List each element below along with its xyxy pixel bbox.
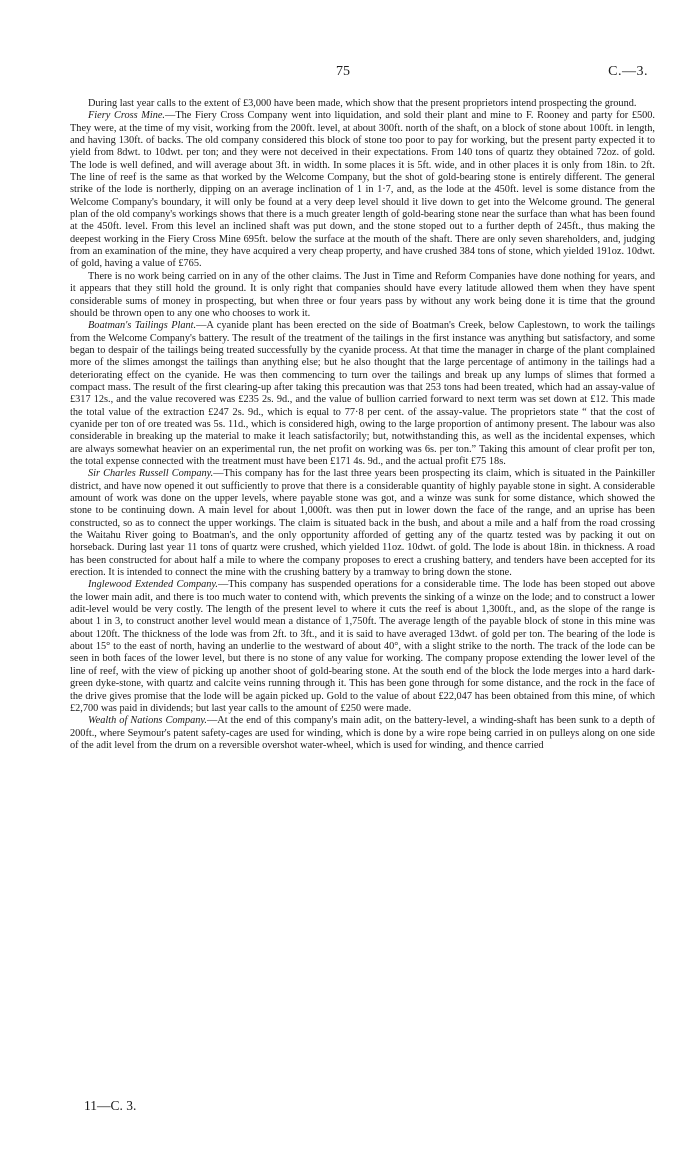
paragraph-boatmans-tailings-plant: Boatman's Tailings Plant.—A cyanide plant has been erected on the side of Boatman's Creek, below Caplestown, to work the tailings from the Welcome Company's battery. The result of the treatment of the tailings in the first instance was anything but satisfactory, and some began to despair of the tailings being treated successfully by the cyanide process. At that time the manager in charge of the plant complained more of the slimes amongst the tailings than anything else; but he also thought that the large percentage of antimony in the tailings had a deteriorating effect on the cyanide. He was then commencing to turn over the tailings and break up any lumps of slimes that formed a compact mass. The result of the first clearing-up after taking this precaution was that 253 tons had been treated, which had an assay-value of £317 12s., and the value recovered was £235 2s. 9d., and the value of bullion carried forward to next term was set down at £12. This made the total value of the extraction £247 2s. 9d., which is equal to 77·8 per cent. of the assay-value. The proprietors state “ that the cost of cyanide per ton of ore treated was 5s. 11d., which is considered high, owing to the large proportion of antimony present. The labour was also considerable in breaking up the material to make it leach satisfactorily; but, notwithstanding this, as well as the incidental expenses, which are always somewhat heavier on an experimental run, the net profit on working was 6s. per ton.” Taking this amount of clear profit per ton, the total expense connected with the treatment must have been £171 4s. 9d., and the actual profit £75 18s. [70,320,655,467]
section-heading: Boatman's Tailings Plant. [88,320,197,332]
paragraph-fiery-cross-mine: Fiery Cross Mine.—The Fiery Cross Company went into liquidation, and sold their plant and mine to F. Rooney and party for £500. They were, at the time of my visit, working from the 200ft. level, at about 300ft. north of the shaft, on a block of stone about 100ft. in length, and having 130ft. of backs. The old company considered this block of stone too poor to pay for working, but the present party expected it to yield from 8dwt. to 10dwt. per ton; and they were not deceived in their expectations. From 140 tons of quartz they obtained 72oz. of gold. The lode is well defined, and will average about 3ft. in width. In some places it is 5ft. wide, and in other places it is only from 18in. to 2ft. The line of reef is the same as that worked by the Welcome Company, but the shot of gold-bearing stone is entirely different. The general strike of the lode is northerly, dipping on an average inclination of 1 in 1·7, and, as the lode at the 450ft. level is some distance from the Welcome Company's boundary, it will only be found at a very deep level should it live down to get into the Welcome ground. The general plan of the old company's workings shows that there is a much greater length of gold-bearing stone near the surface than what has been found at the 450ft. level. From this level an inclined shaft was put down, and the stone stoped out to a further depth of 245ft., thus making the deepest working in the Fiery Cross Mine 695ft. below the surface at the mouth of the shaft. There are only seven shareholders, and, judging from an examination of the mine, they have acquired a very cheap property, and have crushed 384 tons of stone, which yielded 191oz. 10dwt. of gold, having a value of £765. [70,110,655,270]
body-text [70,98,655,752]
paragraph-inglewood-extended: Inglewood Extended Company.—This company has suspended operations for a considerable time. The lode has been stoped out above the lower main adit, and there is too much water to contend with, which prevents the sinking of a winze on the lode; and to construct a lower adit-level would be very costly. The length of the present level to where it cuts the reef is about 1,300ft., and, as the slope of the range is about 1 in 3, to construct another level would mean a distance of 1,750ft. The average length of the payable block of stone in this mine was about 120ft. The thickness of the lode was from 2ft. to 3ft., and it is said to have averaged 13dwt. of gold per ton. The bearing of the lode is about 15° to the east of north, having an underlie to the westward of about 40°, with a slight strike to the north. The track of the lode can be seen in both faces of the lower level, but there is no stone of any value for working. The company propose extending the lower level of the line of reef, with the view of picking up another shoot of gold-bearing stone. At the south end of the block the lode merges into a hard dark-green dyke-stone, with quartz and calcite veins running through it. This has been gone through for some distance, and the rock in the face of the drive gives promise that the lode will be again picked up. Gold to the value of about £22,047 has been obtained from this mine, of which £2,700 was paid in dividends; but last year calls to the amount of £250 were made. [70,579,655,714]
section-heading: Sir Charles Russell Company. [88,468,214,480]
section-heading: Wealth of Nations Company. [88,715,207,727]
paragraph-other-claims: There is no work being carried on in any of the other claims. The Just in Time and Reform Companies have done nothing for years, and it appears that they still hold the ground. It is only right that companies should have every latitude allowed them when they have spent considerable sums of money in prospecting, but when three or four years pass by without any work being done it is time that the ground should be thrown open to any one who chooses to work it. [70,270,655,319]
paragraph-calls: During last year calls to the extent of £3,000 have been made, which show that the present proprietors intend prospecting the ground. [88,98,637,109]
paragraph-sir-charles-russell: Sir Charles Russell Company.—This company has for the last three years been prospecting its claim, which is situated in the Painkiller district, and have now opened it out sufficiently to prove that there is a considerable quantity of highly payable stone in sight. A considerable amount of work was done on the upper levels, where payable stone was got, and a winze was sunk for some distance, which showed the stone to be continuing down. A main level for about 1,000ft. was then put in lower down the face of the range, and an uprise has been constructed, so as to connect the upper workings. The claim is situated back in the bush, and about a mile and a half from the road crossing the Waitahu River going to Boatman's, and the only opportunity afforded of getting any of the quartz tested was by packing it out on horseback. During last year 11 tons of quartz were crushed, which yielded 11oz. 10dwt. of gold. The lode is about 18in. in thickness. A road has been constructed for about half a mile to where the company proposes to erect a crushing battery, and tenders have been accepted for its erection. It is intended to connect the mine with the crushing battery by a tramway to bring down the stone. [70,468,655,579]
document-reference: C.—3. [608,64,648,79]
section-heading: Inglewood Extended Company. [88,579,218,591]
signature-mark: 11—C. 3. [84,1098,137,1113]
paragraph-wealth-of-nations: Wealth of Nations Company.—At the end of this company's main adit, on the battery-level, a winding-shaft has been sunk to a depth of 200ft., where Seymour's patent safety-cages are used for winding, which is done by a wire rope being carried in on pulleys along on one side of the adit level from the drum on a reversible overshot water-wheel, which is used for winding, and thence carried [70,715,656,751]
section-heading: Fiery Cross Mine. [88,110,166,122]
page-number: 75 [336,64,350,79]
